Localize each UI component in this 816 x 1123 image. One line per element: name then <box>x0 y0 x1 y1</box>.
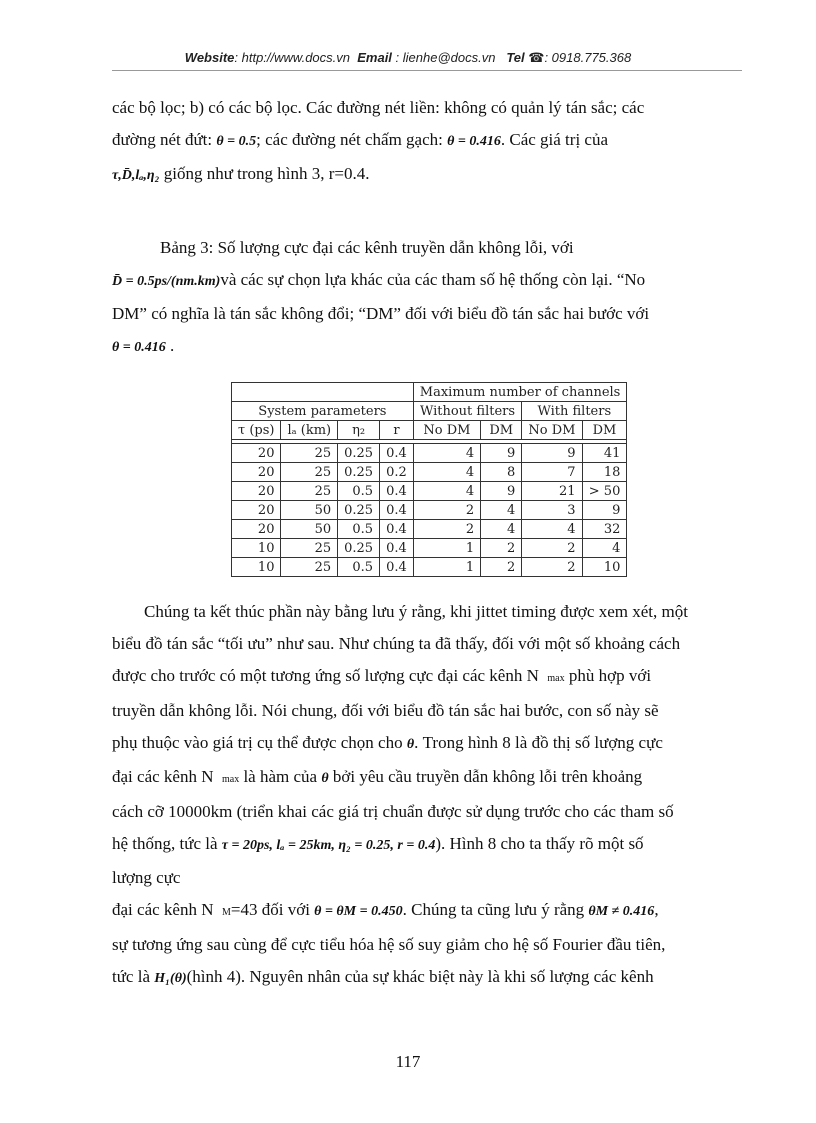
table-cell: 41 <box>582 444 627 463</box>
table-cell: 0.4 <box>380 482 414 501</box>
eq-theta-0416: θ = 0.416 <box>447 134 501 149</box>
col-tau: τ (ps) <box>232 421 281 440</box>
para2-line12: tức là H₁(θ)(hình 4). Nguyên nhân của sự khác biệt này là khi số lượng các kênh <box>112 967 654 986</box>
table-cell: 20 <box>232 501 281 520</box>
page-number: 117 <box>395 1052 421 1071</box>
eq-theta-caption: θ = 0.416 <box>112 340 166 355</box>
table-row <box>232 501 627 520</box>
table-cell: > 50 <box>582 482 627 501</box>
col-nodm-1: No DM <box>413 421 480 440</box>
empty-header-cell <box>232 383 414 402</box>
col-la: lₐ (km) <box>281 421 338 440</box>
para1-line3: τ,D̄,lₐ,η₂ giống như trong hình 3, r=0.4. <box>112 164 370 183</box>
paragraph-1 <box>112 92 742 192</box>
para1-line2: đường nét đứt: θ = 0.5; các đường nét chấm gạch: θ = 0.416. Các giá trị của <box>112 130 609 149</box>
caption-line3: DM” có nghĩa là tán sắc không đổi; “DM” đối với biểu đồ tán sắc hai bước với <box>112 304 650 323</box>
table-cell: 21 <box>522 482 582 501</box>
table-cell: 1 <box>413 539 480 558</box>
table-cell: 2 <box>481 539 522 558</box>
table-cell: 25 <box>281 539 338 558</box>
eq-standard-params: τ = 20ps, lₐ = 25km, η₂ = 0.25, r = 0.4 <box>221 838 436 853</box>
caption-line4: θ = 0.416 . <box>112 336 175 355</box>
eq-theta-m: θ = θM = 0.450 <box>314 904 403 919</box>
table-cell: 4 <box>413 444 480 463</box>
header-divider <box>112 70 742 71</box>
table-row <box>232 444 627 463</box>
table-cell: 0.4 <box>380 539 414 558</box>
table-cell: 0.2 <box>380 463 414 482</box>
table-header-row-2 <box>232 402 627 421</box>
caption-line2: D̄ = 0.5ps/(nm.km)và các sự chọn lựa khác của các tham số hệ thống còn lại. “No <box>112 270 646 289</box>
table-cell: 0.5 <box>338 520 380 539</box>
website-url[interactable]: : http://www.docs.vn <box>234 50 350 65</box>
eq-dbar: D̄ = 0.5ps/(nm.km) <box>112 274 221 289</box>
table-cell: 0.4 <box>380 444 414 463</box>
eq-h1: H₁(θ) <box>154 971 187 986</box>
table-cell: 25 <box>281 463 338 482</box>
table-cell: 32 <box>582 520 627 539</box>
para2-line7: cách cỡ 10000km (triển khai các giá trị chuẩn được sử dụng trước cho các tham số <box>112 802 674 821</box>
tel-value: : 0918.775.368 <box>544 50 632 65</box>
table-row <box>232 463 627 482</box>
table-cell: 1 <box>413 558 480 577</box>
table-cell: 4 <box>582 539 627 558</box>
email-value[interactable]: : lienhe@docs.vn <box>395 50 496 65</box>
table-cell: 25 <box>281 482 338 501</box>
para2-line3: được cho trước có một tương ứng số lượng cực đại các kênh N max phù hợp với <box>112 666 652 685</box>
table-cell: 10 <box>232 539 281 558</box>
table-cell: 2 <box>481 558 522 577</box>
para2-line4: truyền dẫn không lỗi. Nói chung, đối với biểu đồ tán sắc hai bước, con số này sẽ <box>112 701 659 720</box>
caption-line1: Bảng 3: Số lượng cực đại các kênh truyền dẫn không lỗi, với <box>160 238 574 257</box>
para2-line9: lượng cực <box>112 868 181 887</box>
table-header-row-3 <box>232 421 627 440</box>
table-row <box>232 558 627 577</box>
para2-line6: đại các kênh N max là hàm của θ bởi yêu cầu truyền dẫn không lỗi trên khoảng <box>112 767 643 786</box>
group-header: Maximum number of channels <box>413 383 627 402</box>
eq-theta-05: θ = 0.5 <box>216 134 257 149</box>
table-cell: 25 <box>281 558 338 577</box>
website-label: Website <box>184 50 235 65</box>
channels-table <box>231 382 627 577</box>
table-cell: 2 <box>413 501 480 520</box>
table-row <box>232 539 627 558</box>
paragraph-2 <box>112 596 742 995</box>
table-cell: 2 <box>413 520 480 539</box>
table-cell: 0.25 <box>338 501 380 520</box>
table-cell: 0.5 <box>338 558 380 577</box>
table-cell: 4 <box>413 482 480 501</box>
table-cell: 8 <box>481 463 522 482</box>
table-cell: 25 <box>281 444 338 463</box>
table-cell: 0.25 <box>338 539 380 558</box>
para2-line5: phụ thuộc vào giá trị cụ thể được chọn cho θ. Trong hình 8 là đồ thị số lượng cực <box>112 733 663 752</box>
table-cell: 4 <box>413 463 480 482</box>
para2-line2: biểu đồ tán sắc “tối ưu” như sau. Như chúng ta đã thấy, đối với một số khoảng cách <box>112 634 681 653</box>
table-caption <box>112 232 742 364</box>
table-header-row-1 <box>232 383 627 402</box>
without-filters-header: Without filters <box>413 402 522 421</box>
para1-line1: các bộ lọc; b) có các bộ lọc. Các đường nét liền: không có quản lý tán sắc; các <box>112 98 645 117</box>
table-cell: 50 <box>281 520 338 539</box>
col-r: r <box>380 421 414 440</box>
table-cell: 18 <box>582 463 627 482</box>
table-cell: 9 <box>481 482 522 501</box>
table-cell: 4 <box>481 501 522 520</box>
para2-line1: Chúng ta kết thúc phần này bằng lưu ý rằng, khi jittet timing được xem xét, một <box>144 602 688 621</box>
table-cell: 0.4 <box>380 558 414 577</box>
table-cell: 20 <box>232 463 281 482</box>
table-cell: 9 <box>522 444 582 463</box>
table-cell: 9 <box>582 501 627 520</box>
table-cell: 3 <box>522 501 582 520</box>
page-header <box>0 50 816 66</box>
para2-line8: hệ thống, tức là τ = 20ps, lₐ = 25km, η₂ = 0.25, r = 0.4). Hình 8 cho ta thấy rõ một số <box>112 834 644 853</box>
table-row <box>232 520 627 539</box>
table-cell: 4 <box>522 520 582 539</box>
table-cell: 10 <box>232 558 281 577</box>
col-eta: η₂ <box>338 421 380 440</box>
para2-line11: sự tương ứng sau cùng để cực tiểu hóa hệ số suy giảm cho hệ số Fourier đầu tiên, <box>112 935 666 954</box>
table-cell: 2 <box>522 558 582 577</box>
tel-label: Tel <box>506 50 525 65</box>
table-cell: 20 <box>232 520 281 539</box>
table-cell: 0.25 <box>338 463 380 482</box>
table-cell: 50 <box>281 501 338 520</box>
table-row <box>232 482 627 501</box>
table-cell: 0.4 <box>380 520 414 539</box>
phone-icon: ☎ <box>528 50 545 65</box>
table-cell: 0.5 <box>338 482 380 501</box>
col-dm-1: DM <box>481 421 522 440</box>
table-cell: 7 <box>522 463 582 482</box>
email-label: Email <box>357 50 392 65</box>
eq-theta-neq: θM ≠ 0.416 <box>588 904 655 919</box>
table-cell: 20 <box>232 482 281 501</box>
with-filters-header: With filters <box>522 402 627 421</box>
table-cell: 2 <box>522 539 582 558</box>
col-dm-2: DM <box>582 421 627 440</box>
table-cell: 4 <box>481 520 522 539</box>
table-body <box>232 444 627 577</box>
table-cell: 9 <box>481 444 522 463</box>
eq-params: τ,D̄,lₐ,η₂ <box>112 168 160 183</box>
table-cell: 10 <box>582 558 627 577</box>
para2-line10: đại các kênh N M=43 đối với θ = θM = 0.450. Chúng ta cũng lưu ý rằng θM ≠ 0.416, <box>112 900 659 919</box>
col-nodm-2: No DM <box>522 421 582 440</box>
system-header: System parameters <box>232 402 414 421</box>
table-cell: 20 <box>232 444 281 463</box>
table-cell: 0.25 <box>338 444 380 463</box>
table-cell: 0.4 <box>380 501 414 520</box>
